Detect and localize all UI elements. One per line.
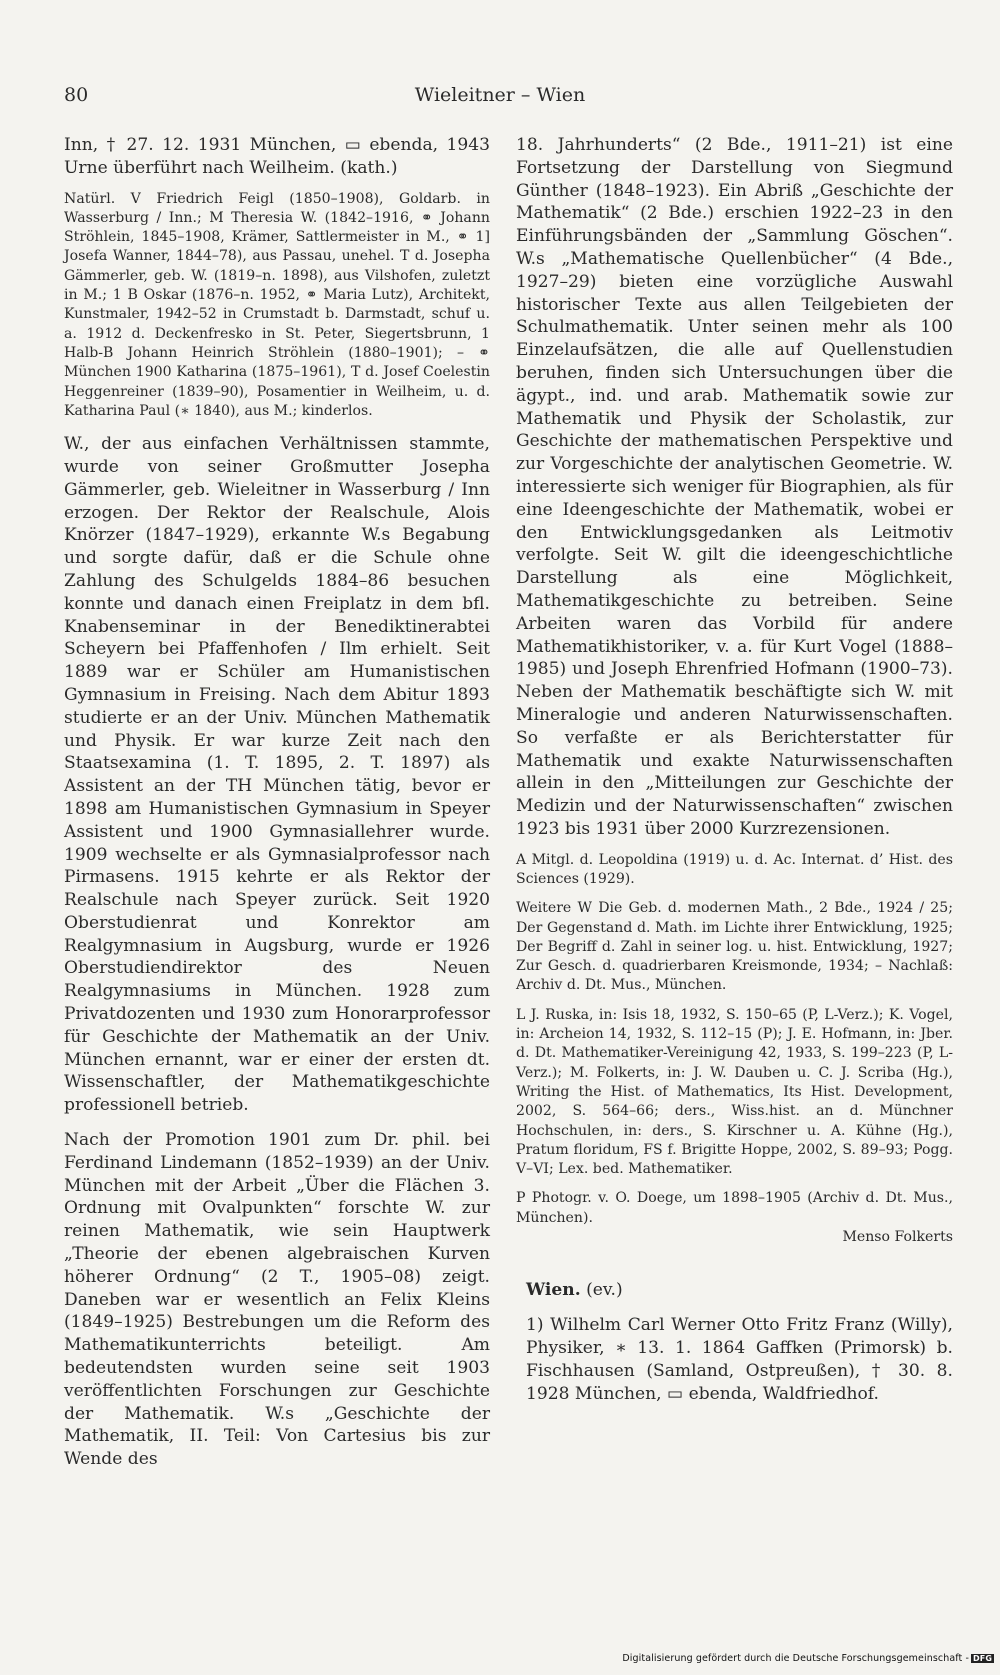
intro-text: Inn, † 27. 12. 1931 München, ▭ ebenda, 1943 Urne überführt nach Weilheim. (kath.) [64,135,490,178]
genealogy-text: Natürl. V Friedrich Feigl (1850–1908), Goldarb. in Wasserburg / Inn.; M Theresia W. (1842–1916, ⚭ Johann Ströhlein, 1845–1908, Krämer, Sattlermeister in M., ⚭ 1] Josefa Wanner, 1844–78), aus Passau, unehel. T d. Josepha Gämmerler, geb. W. (1819–n. 1898), aus Vilshofen, zuletzt in M.; 1 B Oskar (1876–n. 1952, ⚭ Maria Lutz), Architekt, Kunstmaler, 1942–52 in Crumstadt b. Darmstadt, schuf u. a. 1912 d. Deckenfresko in St. Peter, Siegertsbrunn, 1 Halb-B Johann Heinrich Ströhlein (1880–1901); – ⚭ München 1900 Katharina (1875–1961), T d. Josef Coelestin Heggenreiner (1839–90), Posamentier in Weilheim, u. d. Katharina Paul (∗ 1840), aus M.; kinderlos. [64,190,490,419]
footer-credit [622,1653,994,1664]
literature-text: L J. Ruska, in: Isis 18, 1932, S. 150–65 (P, L-Verz.); K. Vogel, in: Archeion 14, 1932, S. 112–15 (P); J. E. Hofmann, in: Jber. d. Dt. Mathematiker-Vereinigung 42, 1933, S. 199–223 (P, L-Verz.); M. Folkerts, in: J. W. Dauben u. C. J. Scriba (Hg.), Writing the Hist. of Mathematics, Its Hist. Development, 2002, S. 564–66; ders., Wiss.hist. an d. Münchner Hochschulen, in: ders., S. Kirschner u. A. Kühne (Hg.), Pratum floridum, FS f. Brigitte Hoppe, 2002, S. 89–93; Pogg. V–VI; Lex. bed. Mathematiker. [516,1006,953,1178]
footer-credit-text: Digitalisierung gefördert durch die Deutsche Forschungsgemeinschaft - [622,1653,970,1664]
right-column [516,134,953,1405]
page-header [0,84,1000,114]
biography-paragraph-1: W., der aus einfachen Verhältnissen stammte, wurde von seiner Großmutter Josepha Gämmerler, geb. Wieleitner in Wasserburg / Inn erzogen. Der Rektor der Realschule, Alois Knörzer (1847–1929), erkannte W.s Begabung und sorgte dafür, daß er die Schule ohne Zahlung des Schulgelds 1884–86 besuchen konnte und danach einen Freiplatz in dem bfl. Knabenseminar in der Benediktinerabtei Scheyern bei Pfaffenhofen / Ilm erhielt. Seit 1889 war er Schüler am Humanistischen Gymnasium in Freising. Nach dem Abitur 1893 studierte er an der Univ. München Mathematik und Physik. Er war kurze Zeit nach den Staatsexamina (1. T. 1895, 2. T. 1897) als Assistent an der TH München tätig, bevor er 1898 am Humanistischen Gymnasium in Speyer Assistent und 1900 Gymnasiallehrer wurde. 1909 wechselte er als Gymnasialprofessor nach Pirmasens. 1915 kehrte er als Rektor der Realschule nach Speyer zurück. Seit 1920 Oberstudienrat und Konrektor am Realgymnasium in Augsburg, wurde er 1926 Oberstudiendirektor des Neuen Realgymnasiums in München. 1928 zum Privatdozenten und 1930 zum Honorarprofessor für Geschichte der Mathematik an der Univ. München ernannt, war er einer der ersten dt. Wissenschaftler, der Mathematikgeschichte professionell betrieb. [64,434,490,1116]
dfg-logo: DFG [973,1654,992,1663]
next-entry-heading [526,1279,953,1302]
page-number: 80 [64,84,89,106]
next-entry-name: Wien. [526,1280,581,1301]
awards-text: A Mitgl. d. Leopoldina (1919) u. d. Ac. Internat. d’ Hist. des Sciences (1929). [516,851,953,887]
next-entry-confession: (ev.) [586,1280,623,1301]
biography-paragraph-3: 18. Jahrhunderts“ (2 Bde., 1911–21) ist eine Fortsetzung der Darstellung von Siegmund Günther (1848–1923). Ein Abriß „Geschichte der Mathematik“ (2 Bde.) erschien 1922–23 in den Einführungsbänden der „Sammlung Göschen“. W.s „Mathematische Quellenbücher“ (4 Bde., 1927–29) bieten eine vorzügliche Auswahl historischer Texte aus allen Teilgebieten der Schulmathematik. Unter seinen mehr als 100 Einzelaufsätzen, die alle auf Quellenstudien beruhen, finden sich Untersuchungen über die ägypt., ind. und arab. Mathematik sowie zur Mathematik und Physik der Scholastik, zur Geschichte der mathematischen Perspektive und zur Vorgeschichte der analytischen Geometrie. W. interessierte sich weniger für Biographien, als für eine Ideengeschichte der Mathematik, wobei er den Entwicklungsgedanken als Leitmotiv verfolgte. Seit W. gilt die ideengeschichtliche Darstellung als eine Möglichkeit, Mathematikgeschichte zu betreiben. Seine Arbeiten waren das Vorbild für andere Mathematikhistoriker, v. a. für Kurt Vogel (1888–1985) und Joseph Ehrenfried Hofmann (1900–73). Neben der Mathematik beschäftigte sich W. mit Mineralogie und anderen Naturwissenschaften. So verfaßte er als Berichterstatter für Mathematik und exakte Naturwissenschaften allein in den „Mitteilungen zur Geschichte der Medizin und der Naturwissenschaften“ zwischen 1923 bis 1931 über 2000 Kurzrezensionen. [516,135,953,839]
left-column [64,134,490,1471]
next-entry-text: 1) Wilhelm Carl Werner Otto Fritz Franz (Willy), Physiker, ∗ 13. 1. 1864 Gaffken (Primorsk) b. Fischhausen (Samland, Ostpreußen), † 30. 8. 1928 München, ▭ ebenda, Waldfriedhof. [526,1315,953,1404]
portraits-text: P Photogr. v. O. Doege, um 1898–1905 (Archiv d. Dt. Mus., München). [516,1190,953,1226]
author-signature: Menso Folkerts [842,1229,953,1246]
biography-paragraph-2: Nach der Promotion 1901 zum Dr. phil. bei Ferdinand Lindemann (1852–1939) an der Univ. München mit der Arbeit „Über die Flächen 3. Ordnung mit Ovalpunkten“ forschte W. zur reinen Mathematik, wie sein Hauptwerk „Theorie der ebenen algebraischen Kurven höherer Ordnung“ (2 T., 1905–08) zeigt. Daneben war er wesentlich an Felix Kleins (1849–1925) Bestrebungen um die Reform des Mathematikunterrichts beteiligt. Am bedeutendsten wurden seine seit 1903 veröffentlichten Forschungen zur Geschichte der Mathematik. W.s „Geschichte der Mathematik, II. Teil: Von Cartesius bis zur Wende des [64,1130,490,1470]
works-text: Weitere W Die Geb. d. modernen Math., 2 Bde., 1924 / 25; Der Gegenstand d. Math. im Lichte ihrer Entwicklung, 1925; Der Begriff d. Zahl in seiner log. u. hist. Entwicklung, 1927; Zur Gesch. d. quadrierbaren Kreismonde, 1934; – Nachlaß: Archiv d. Dt. Mus., München. [516,900,953,994]
running-title: Wieleitner – Wien [414,84,586,106]
